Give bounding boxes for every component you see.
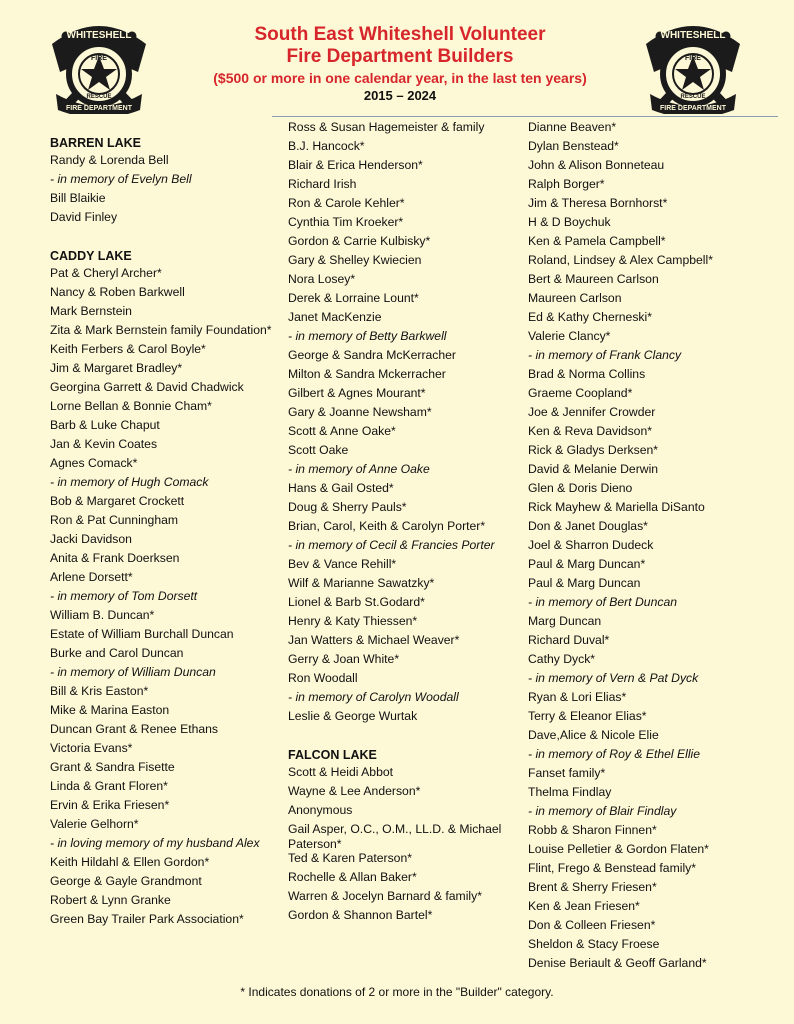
donor-name: Gary & Shelley Kwiecien xyxy=(288,253,422,267)
donor-name: Rochelle & Allan Baker* xyxy=(288,870,417,884)
svg-text:FIRE: FIRE xyxy=(91,55,107,62)
donor-name: Milton & Sandra Mckerracher xyxy=(288,367,446,381)
donor-name: Paul & Marg Duncan xyxy=(528,576,641,590)
donor-name: Mike & Marina Easton xyxy=(50,703,170,717)
donor-name: Ken & Jean Friesen* xyxy=(528,899,640,913)
donor-name: Gail Asper, O.C., O.M., LL.D. & Michael Paterson* xyxy=(288,822,502,851)
memorial-note: - in memory of Roy & Ethel Ellie xyxy=(528,747,701,761)
donor-name: Thelma Findlay xyxy=(528,785,612,799)
section-heading: FALCON LAKE xyxy=(288,748,377,762)
donor-name: Paul & Marg Duncan* xyxy=(528,557,646,571)
donor-name: Dave,Alice & Nicole Elie xyxy=(528,728,659,742)
donor-name: Grant & Sandra Fisette xyxy=(50,760,175,774)
memorial-note: - in memory of Frank Clancy xyxy=(528,348,682,362)
donor-name: Gerry & Joan White* xyxy=(288,652,400,666)
donor-name: Estate of William Burchall Duncan xyxy=(50,627,234,641)
page-title-line2: Fire Department Builders xyxy=(286,46,514,67)
donor-name: Ervin & Erika Friesen* xyxy=(50,798,170,812)
memorial-note: - in memory of Hugh Comack xyxy=(50,475,209,489)
fire-department-logo-right xyxy=(638,14,748,114)
donor-name: Robert & Lynn Granke xyxy=(50,893,171,907)
donor-name: Fanset family* xyxy=(528,766,606,780)
donor-name: Gordon & Shannon Bartel* xyxy=(288,908,433,922)
donor-name: Robb & Sharon Finnen* xyxy=(528,823,657,837)
donor-name: Arlene Dorsett* xyxy=(50,570,133,584)
donor-name: H & D Boychuk xyxy=(528,215,611,229)
donor-name: Ken & Pamela Campbell* xyxy=(528,234,666,248)
donor-name: Dianne Beaven* xyxy=(528,120,617,134)
donor-name: Don & Colleen Friesen* xyxy=(528,918,656,932)
donor-name: Ryan & Lori Elias* xyxy=(528,690,627,704)
donor-name: David Finley xyxy=(50,210,118,224)
donor-name: Gordon & Carrie Kulbisky* xyxy=(288,234,431,248)
donor-name: Bill Blaikie xyxy=(50,191,106,205)
donor-name: Ken & Reva Davidson* xyxy=(528,424,652,438)
donor-name: Bill & Kris Easton* xyxy=(50,684,149,698)
donor-name: Ron Woodall xyxy=(288,671,358,685)
donor-name: George & Gayle Grandmont xyxy=(50,874,202,888)
donor-name: Anita & Frank Doerksen xyxy=(50,551,180,565)
donor-name: Valerie Clancy* xyxy=(528,329,611,343)
memorial-note: - in memory of Bert Duncan xyxy=(528,595,678,609)
donor-name: Derek & Lorraine Lount* xyxy=(288,291,419,305)
donor-name: Gary & Joanne Newsham* xyxy=(288,405,432,419)
donor-column-3 xyxy=(528,120,768,975)
donor-name: B.J. Hancock* xyxy=(288,139,365,153)
footnote: * Indicates donations of 2 or more in the "Builder" category. xyxy=(240,985,554,999)
svg-text:RESCUE: RESCUE xyxy=(680,94,706,100)
section-spacer xyxy=(288,728,528,746)
header-divider xyxy=(272,116,778,117)
donor-name: Agnes Comack* xyxy=(50,456,138,470)
donor-name: Doug & Sherry Pauls* xyxy=(288,500,407,514)
donor-name: Hans & Gail Osted* xyxy=(288,481,394,495)
donor-name: Ron & Carole Kehler* xyxy=(288,196,405,210)
donor-name: Bert & Maureen Carlson xyxy=(528,272,659,286)
donor-name: Brad & Norma Collins xyxy=(528,367,646,381)
memorial-note: - in memory of Betty Barkwell xyxy=(288,329,447,343)
fire-department-logo-left xyxy=(44,14,154,114)
donor-column-2 xyxy=(288,120,528,927)
donor-name: Cathy Dyck* xyxy=(528,652,596,666)
donor-name: Wilf & Marianne Sawatzky* xyxy=(288,576,435,590)
svg-text:FIRE: FIRE xyxy=(685,55,701,62)
donor-name: Richard Duval* xyxy=(528,633,610,647)
page-header xyxy=(180,24,620,104)
donor-name: Ted & Karen Paterson* xyxy=(288,851,412,865)
donor-name: Bev & Vance Rehill* xyxy=(288,557,397,571)
memorial-note: - in memory of Cecil & Francies Porter xyxy=(288,538,495,552)
svg-text:WHITESHELL: WHITESHELL xyxy=(66,30,132,41)
donor-name: Lorne Bellan & Bonnie Cham* xyxy=(50,399,212,413)
memorial-note: - in memory of Evelyn Bell xyxy=(50,172,192,186)
svg-text:FIRE DEPARTMENT: FIRE DEPARTMENT xyxy=(66,105,132,112)
donor-name: Jan & Kevin Coates xyxy=(50,437,158,451)
donor-name: Burke and Carol Duncan xyxy=(50,646,184,660)
donor-name: Terry & Eleanor Elias* xyxy=(528,709,647,723)
donor-name: Lionel & Barb St.Godard* xyxy=(288,595,425,609)
donor-name: Henry & Katy Thiessen* xyxy=(288,614,418,628)
donor-name: Scott & Anne Oake* xyxy=(288,424,396,438)
page-title-line1: South East Whiteshell Volunteer xyxy=(254,24,546,45)
donor-name: Linda & Grant Floren* xyxy=(50,779,168,793)
memorial-note: - in memory of William Duncan xyxy=(50,665,216,679)
donor-name: David & Melanie Derwin xyxy=(528,462,659,476)
memorial-note: - in memory of Tom Dorsett xyxy=(50,589,198,603)
section-heading: CADDY LAKE xyxy=(50,249,132,263)
donor-name: Anonymous xyxy=(288,803,353,817)
donor-name: Jan Watters & Michael Weaver* xyxy=(288,633,460,647)
donor-name: Ralph Borger* xyxy=(528,177,605,191)
donor-name: Sheldon & Stacy Froese xyxy=(528,937,660,951)
donor-name: Wayne & Lee Anderson* xyxy=(288,784,421,798)
donor-name: Denise Beriault & Geoff Garland* xyxy=(528,956,707,970)
donor-name: Duncan Grant & Renee Ethans xyxy=(50,722,219,736)
donor-name: Jacki Davidson xyxy=(50,532,132,546)
donor-name: Janet MacKenzie xyxy=(288,310,382,324)
donor-name: Pat & Cheryl Archer* xyxy=(50,266,162,280)
donor-name: Brian, Carol, Keith & Carolyn Porter* xyxy=(288,519,486,533)
donor-name: William B. Duncan* xyxy=(50,608,155,622)
donor-name: Cynthia Tim Kroeker* xyxy=(288,215,404,229)
memorial-note: - in loving memory of my husband Alex xyxy=(50,836,260,850)
svg-text:RESCUE: RESCUE xyxy=(86,94,112,100)
donor-name: Blair & Erica Henderson* xyxy=(288,158,423,172)
donor-name: Randy & Lorenda Bell xyxy=(50,153,169,167)
svg-text:FIRE DEPARTMENT: FIRE DEPARTMENT xyxy=(660,105,726,112)
donor-name: Brent & Sherry Friesen* xyxy=(528,880,657,894)
donor-name: Valerie Gelhorn* xyxy=(50,817,139,831)
criteria-subtitle: ($500 or more in one calendar year, in the last ten years) xyxy=(213,70,587,86)
donor-name: Scott Oake xyxy=(288,443,349,457)
donor-name: John & Alison Bonneteau xyxy=(528,158,665,172)
section-heading: BARREN LAKE xyxy=(50,136,141,150)
section-spacer xyxy=(50,229,290,247)
donor-name: Keith Hildahl & Ellen Gordon* xyxy=(50,855,210,869)
donor-name: Mark Bernstein xyxy=(50,304,132,318)
donor-name: Marg Duncan xyxy=(528,614,602,628)
donor-name: Louise Pelletier & Gordon Flaten* xyxy=(528,842,709,856)
donor-name: Rick Mayhew & Mariella DiSanto xyxy=(528,500,705,514)
donor-name: Joe & Jennifer Crowder xyxy=(528,405,656,419)
donor-name: Richard Irish xyxy=(288,177,357,191)
donor-name: Zita & Mark Bernstein family Foundation* xyxy=(50,323,272,337)
donor-name: Nora Losey* xyxy=(288,272,356,286)
donor-name: Ron & Pat Cunningham xyxy=(50,513,179,527)
donor-name: Graeme Coopland* xyxy=(528,386,633,400)
donor-name: Don & Janet Douglas* xyxy=(528,519,648,533)
donor-name: Dylan Benstead* xyxy=(528,139,619,153)
donor-name: Joel & Sharron Dudeck xyxy=(528,538,654,552)
donor-column-1 xyxy=(50,134,290,931)
donor-name: Leslie & George Wurtak xyxy=(288,709,418,723)
donor-name: Rick & Gladys Derksen* xyxy=(528,443,659,457)
donor-name: Roland, Lindsey & Alex Campbell* xyxy=(528,253,713,267)
donor-name: Bob & Margaret Crockett xyxy=(50,494,185,508)
memorial-note: - in memory of Anne Oake xyxy=(288,462,430,476)
donor-name: Barb & Luke Chaput xyxy=(50,418,160,432)
memorial-note: - in memory of Blair Findlay xyxy=(528,804,677,818)
donor-name: Victoria Evans* xyxy=(50,741,133,755)
donor-name: Scott & Heidi Abbot xyxy=(288,765,394,779)
donor-name: Ed & Kathy Cherneski* xyxy=(528,310,652,324)
donor-name: Georgina Garrett & David Chadwick xyxy=(50,380,244,394)
donor-name: Flint, Frego & Benstead family* xyxy=(528,861,696,875)
donor-name: Nancy & Roben Barkwell xyxy=(50,285,185,299)
donor-name: Maureen Carlson xyxy=(528,291,622,305)
donor-name: Jim & Theresa Bornhorst* xyxy=(528,196,668,210)
donor-name: Glen & Doris Dieno xyxy=(528,481,633,495)
svg-text:WHITESHELL: WHITESHELL xyxy=(660,30,726,41)
donor-name: Gilbert & Agnes Mourant* xyxy=(288,386,426,400)
donor-name: George & Sandra McKerracher xyxy=(288,348,456,362)
memorial-note: - in memory of Vern & Pat Dyck xyxy=(528,671,699,685)
memorial-note: - in memory of Carolyn Woodall xyxy=(288,690,459,704)
donor-name: Jim & Margaret Bradley* xyxy=(50,361,183,375)
donor-name: Ross & Susan Hagemeister & family xyxy=(288,120,485,134)
donor-name: Keith Ferbers & Carol Boyle* xyxy=(50,342,206,356)
donor-name: Green Bay Trailer Park Association* xyxy=(50,912,244,926)
donor-name: Warren & Jocelyn Barnard & family* xyxy=(288,889,482,903)
year-range: 2015 – 2024 xyxy=(363,88,437,103)
